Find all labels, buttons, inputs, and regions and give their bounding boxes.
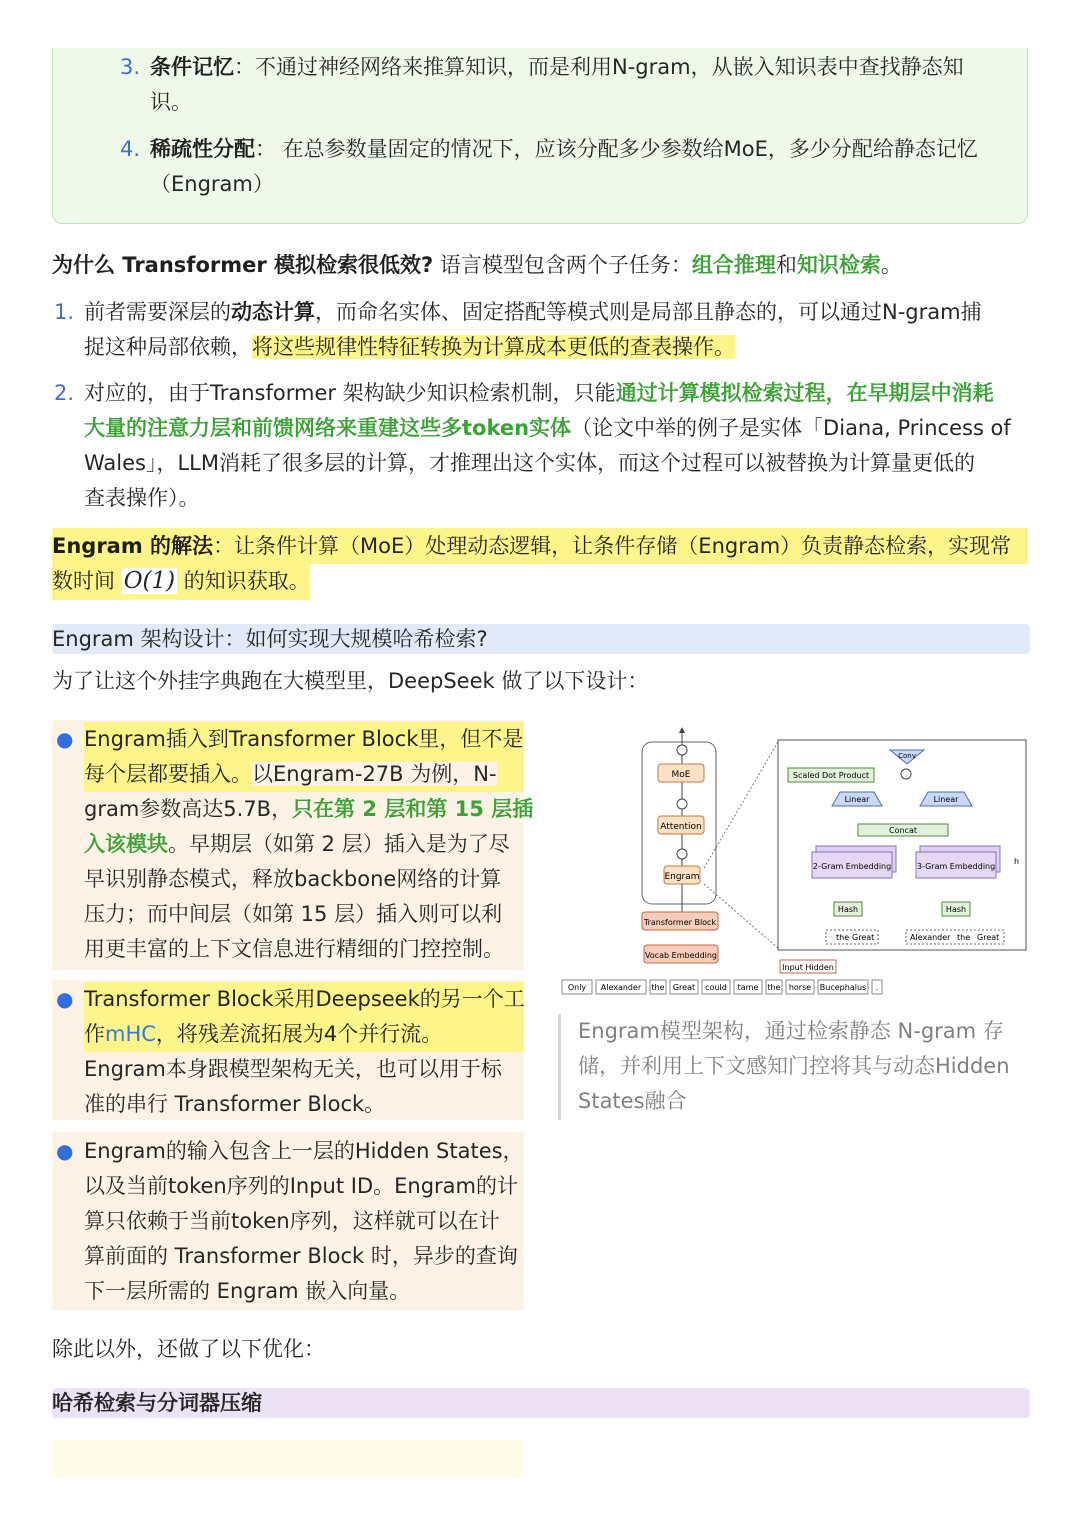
section-heading-architecture: Engram 架构设计：如何实现大规模哈希检索? — [52, 624, 1030, 654]
fig-sdp: Scaled Dot Product — [792, 771, 870, 780]
fig-engram: Engram — [664, 872, 700, 882]
fig-token: . — [875, 983, 879, 992]
fig-hash-1: Hash — [837, 905, 859, 914]
solution-label: Engram 的解法 — [52, 534, 214, 558]
fig-token: the — [767, 983, 781, 992]
fig-conv: Conv — [898, 752, 916, 760]
engram-architecture-figure — [556, 722, 1030, 1004]
fig-moe: MoE — [671, 770, 691, 780]
section-heading-hash: 哈希检索与分词器压缩 — [52, 1388, 1030, 1418]
section-intro: 为了让这个外挂字典跑在大模型里，DeepSeek 做了以下设计： — [52, 669, 649, 693]
item-text-cont: 识。 — [150, 90, 192, 114]
fig-token: Only — [567, 983, 587, 992]
link-mhc[interactable]: mHC — [105, 1022, 156, 1046]
fig-transformer-block: Transformer Block — [643, 918, 717, 927]
list-number: 3. — [120, 55, 141, 79]
fig-concat: Concat — [889, 826, 917, 835]
solution-line1: Engram 的解法：让条件计算（MoE）处理动态逻辑，让条件存储（Engram）负责静态检索，实现常 — [52, 534, 1012, 558]
item-title: 稀疏性分配 — [150, 137, 255, 161]
fig-token: could — [705, 983, 727, 992]
term-retrieval: 知识检索 — [796, 253, 881, 277]
item-title: 条件记忆 — [150, 55, 234, 79]
solution-line2: 数时间 O(1) 的知识获取。 — [52, 568, 310, 594]
fig-token: horse — [788, 983, 812, 992]
fig-token: Bucephalus — [819, 983, 867, 992]
fig-linear-2: Linear — [933, 795, 959, 804]
figure-caption: Engram模型架构，通过检索静态 N-gram 存 储，并利用上下文感知门控将其与动态Hidden States融合 — [558, 1014, 1028, 1120]
fig-2gram-embedding: 2-Gram Embedding — [812, 862, 892, 871]
svg-text:Great: Great — [977, 933, 1000, 942]
bullet-item-2: ● Transformer Block采用Deepseek的另一个工 作mHC，将残差流拓展为4个并行流。 Engram本身跟模型架构无关，也可以用于标 准的串行 Transformer Block。 — [56, 987, 525, 1116]
math-o1: O(1) — [123, 568, 176, 594]
fig-hash-2: Hash — [945, 905, 967, 914]
fig-token: tame — [737, 983, 759, 992]
item-text-cont: （Engram） — [150, 172, 274, 196]
svg-text:Great: Great — [852, 933, 875, 942]
item-text: 不通过神经网络来推算知识，而是利用N-gram，从嵌入知识表中查找静态知 — [255, 55, 964, 79]
term-reasoning: 组合推理 — [691, 253, 776, 277]
why-question: 为什么 Transformer 模拟检索很低效? — [52, 253, 434, 277]
fig-3gram-embedding: 3-Gram Embedding — [916, 862, 996, 871]
why-paragraph: 为什么 Transformer 模拟检索很低效? 语言模型包含两个子任务：组合推理和知识检索。 — [52, 253, 902, 277]
placeholder-block — [52, 1440, 524, 1478]
fig-token: Alexander — [600, 983, 642, 992]
fig-token: the — [651, 983, 665, 992]
extra-text: 除此以外，还做了以下优化： — [52, 1337, 325, 1361]
highlight-lookup: 将这些规律性特征转换为计算成本更低的查表操作。 — [252, 335, 735, 359]
fig-token: Great — [672, 983, 696, 992]
svg-text:the: the — [957, 933, 971, 942]
term-dynamic-compute: 动态计算 — [231, 300, 315, 324]
fig-vocab-embedding: Vocab Embedding — [644, 951, 718, 960]
fig-linear-1: Linear — [844, 795, 870, 804]
list-number: 4. — [120, 137, 141, 161]
item-text: 在总参数量固定的情况下，应该分配多少参数给MoE，多少分配给静态记忆 — [276, 137, 978, 161]
bullet-item-3: ● Engram的输入包含上一层的Hidden States， 以及当前token序列的Input ID。Engram的计 算只依赖于当前token序列，这样就可以在计 算前面的 Transformer Block 时，异步的查询 下一层所需的 Engram 嵌入向量。 — [56, 1139, 524, 1303]
svg-text:the: the — [836, 933, 850, 942]
fig-attention: Attention — [660, 822, 702, 832]
fig-input-hidden: Input Hidden — [782, 963, 834, 972]
bullet-item-1: ● Engram插入到Transformer Block里，但不是 每个层都要插入。以Engram-27B 为例，N- gram参数高达5.7B，只在第 2 层和第 15 层插 入该模块。早期层（如第 2 层）插入是为了尽 早识别静态模式，释放backbone网络的计算 压力；而中间层（如第 15 层）插入则可以利 用更丰富的上下文信息进行精细的门控控制。 — [56, 727, 534, 961]
svg-text:h: h — [1014, 857, 1020, 866]
svg-text:Alexander: Alexander — [910, 933, 951, 942]
